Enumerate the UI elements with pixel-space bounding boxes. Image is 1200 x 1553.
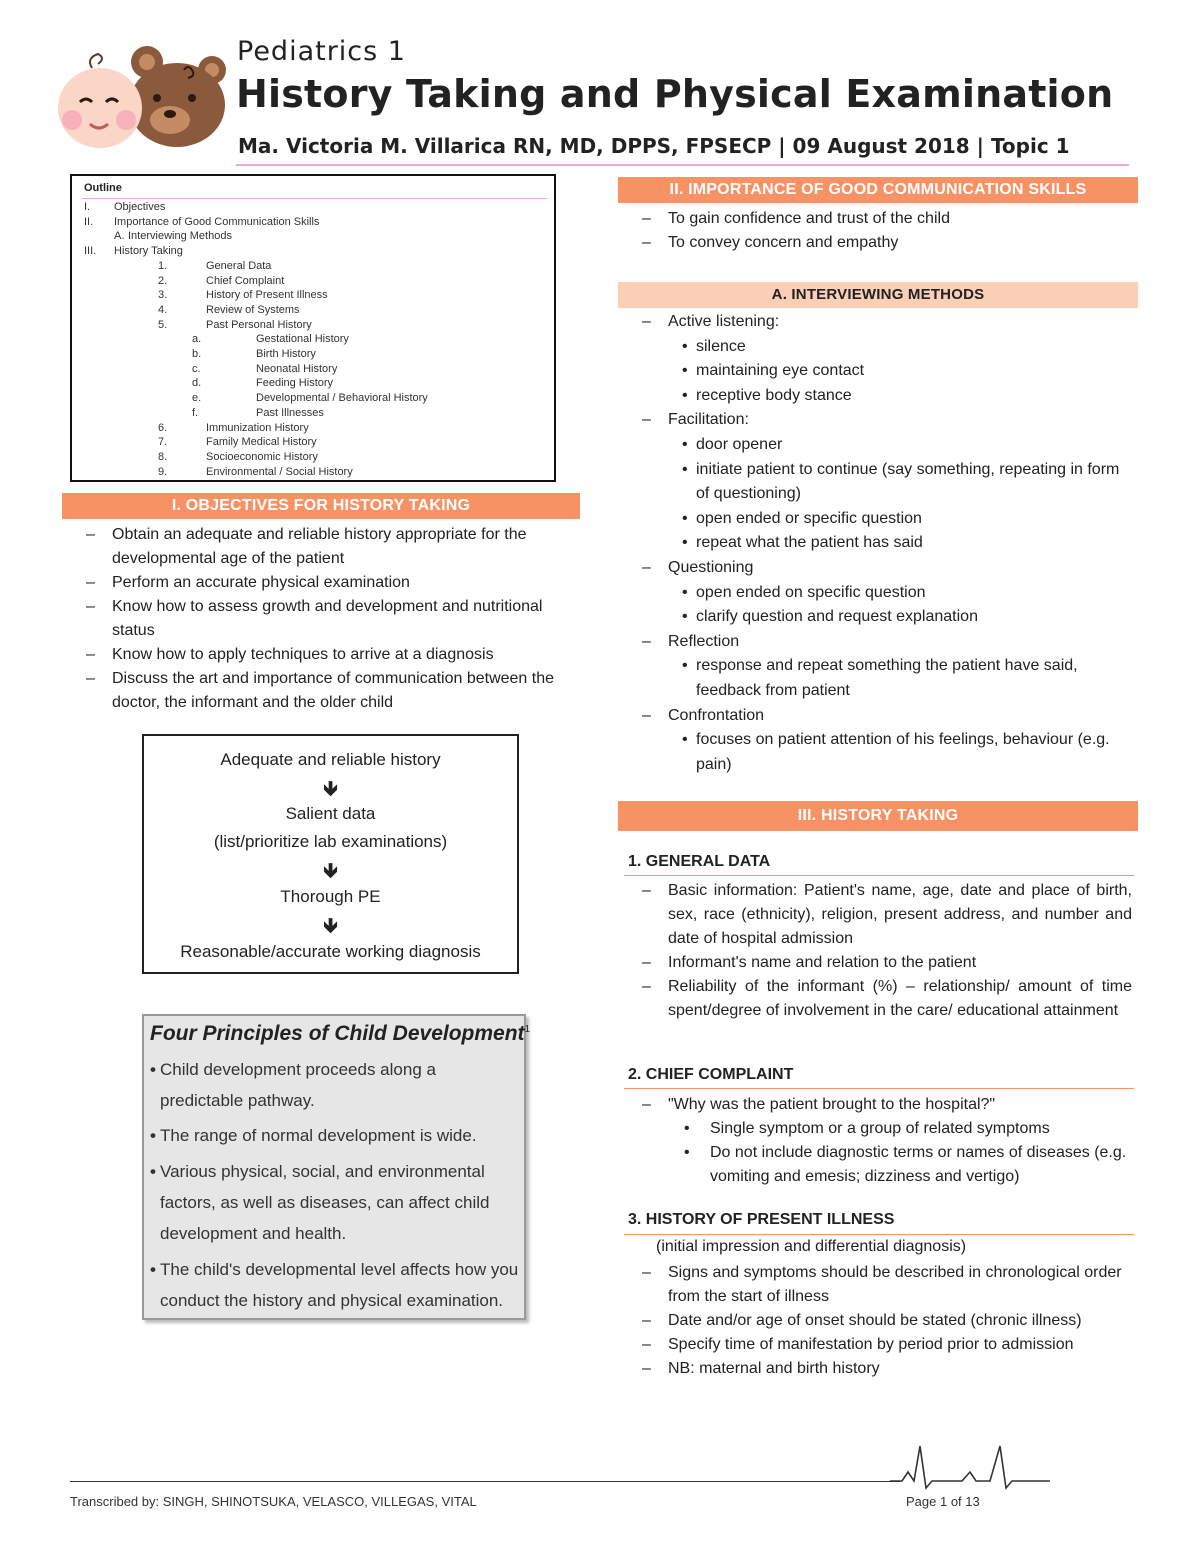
communication-list [642,207,1132,255]
list-item: – Confrontation • focuses on patient attention of his feelings, behaviour (e.g. pain) [642,704,1132,778]
outline-item-text: General Data [206,259,272,272]
outline-title: Outline [84,182,122,194]
general-data-list [642,879,1132,1023]
list-item: – Signs and symptoms should be described in chronological order from the start of illness [642,1264,1122,1305]
list-item: – "Why was the patient brought to the hospital?" • Single symptom or a group of related symptoms • Do not include diagnostic terms or names of diseases (e.g. vomiting and emesis; dizziness and vertigo) [642,1093,1132,1189]
sub-item: • clarify question and request explanation [682,608,978,626]
down-arrow-icon: 🡻 [323,778,338,800]
list-item: – To convey concern and empathy [642,234,899,251]
sub-item: • silence [682,337,746,355]
general-data-title: 1. GENERAL DATA [628,853,771,870]
list-item: – Discuss the art and importance of communication between the doctor, the informant and the older child [86,670,555,711]
sub-item: • open ended or specific question [682,509,922,527]
sub-item: • Single symptom or a group of related symptoms [684,1120,1050,1137]
down-arrow-icon: 🡻 [323,915,338,937]
interviewing-heading: A. INTERVIEWING METHODS [618,282,1138,308]
course-name: Pediatrics 1 [237,36,406,67]
outline-item-number: f. [192,406,199,419]
hpi-note: (initial impression and differential diagnosis) [656,1238,967,1255]
outline-item-number: 1. [158,259,168,272]
outline-item-text: Interviewing Methods [128,230,232,243]
outline-item-text: Family Medical History [206,436,317,449]
outline-item-number: e. [192,392,202,405]
chief-complaint-divider [624,1088,1134,1089]
principles-box [142,1014,531,1320]
hpi-divider [624,1234,1134,1235]
outline-item-number: 4. [158,303,168,316]
outline-item-number: d. [192,377,202,390]
down-arrow-icon: 🡻 [323,860,338,882]
sub-item: • Do not include diagnostic terms or names of diseases (e.g. vomiting and emesis; dizziness and vertigo) [684,1144,1127,1185]
outline-item-text: History of Present Illness [206,289,328,302]
flow-step-history: Adequate and reliable history [220,750,441,769]
communication-heading: II. IMPORTANCE OF GOOD COMMUNICATION SKILLS [618,177,1138,203]
outline-item-number: 6. [158,421,168,434]
document-title: History Taking and Physical Examination [236,72,1114,116]
outline-item-text: Chief Complaint [206,274,285,287]
list-item: – To gain confidence and trust of the child [642,210,950,227]
sub-item: • maintaining eye contact [682,362,865,380]
list-item: – Facilitation: • door opener • initiate patient to continue (say something, repeating in form of questioning) • open ended or specific question • repeat what the patient has said [642,408,1132,556]
outline-item-text: History Taking [114,245,183,258]
outline-divider [82,198,547,199]
list-item: – Specify time of manifestation by period prior to admission [642,1336,1074,1353]
objectives-heading: I. OBJECTIVES FOR HISTORY TAKING [62,493,580,519]
interviewing-list [642,310,1132,777]
outline-item-number: b. [192,348,202,360]
outline-item-number: 8. [158,450,168,463]
list-item: – Reliability of the informant (%) – relationship/ amount of time spent/degree of involvement in the care/ educational attainment [642,978,1132,1019]
list-item: – Questioning • open ended on specific question • clarify question and request explanation [642,556,1132,630]
outline-item-text: Immunization History [206,421,309,434]
list-item: • The child's developmental level affects how you conduct the history and physical examination. [150,1260,519,1310]
outline-item-number: 5. [158,318,168,331]
list-item: – Active listening: • silence • maintaining eye contact • receptive body stance [642,310,1132,408]
outline-item-number: a. [192,333,202,346]
sub-item: • repeat what the patient has said [682,534,923,552]
chief-complaint-list [642,1093,1132,1189]
hpi-list [642,1261,1132,1381]
sub-item: • open ended on specific question [682,583,926,601]
header-divider [236,164,1129,166]
outline-item-number: II. [84,215,94,228]
outline-item-text: Past Personal History [206,318,312,331]
author-byline: Ma. Victoria M. Villarica RN, MD, DPPS, FPSECP | 09 August 2018 | Topic 1 [238,134,1070,158]
list-item: – Perform an accurate physical examination [86,574,410,591]
outline-box [70,174,556,482]
outline-item-text: Birth History [256,348,316,360]
outline-item-number: 7. [158,436,168,449]
list-item: – Informant's name and relation to the patient [642,954,977,971]
outline-item-text: Neonatal History [256,362,338,375]
list-item: • Various physical, social, and environmental factors, as well as diseases, can affect child development and health. [150,1162,490,1243]
flow-step-salient-note: (list/prioritize lab examinations) [213,832,448,851]
list-item: • Child development proceeds along a predictable pathway. [150,1060,436,1110]
footer-divider [70,1481,900,1482]
ecg-line-icon [890,1442,1050,1492]
sub-item: • response and repeat something the patient have said, feedback from patient [682,657,1078,699]
sub-item: • door opener [682,435,783,453]
flow-step-pe: Thorough PE [280,887,381,906]
chief-complaint-title: 2. CHIEF COMPLAINT [628,1066,794,1083]
outline-item-text: Importance of Good Communication Skills [114,215,320,228]
outline-item-text: Review of Systems [206,303,300,316]
list-item: – Reflection • response and repeat something the patient have said, feedback from patient [642,630,1132,704]
list-item: – Date and/or age of onset should be stated (chronic illness) [642,1312,1082,1329]
list-item: – Know how to assess growth and development and nutritional status [86,598,543,639]
flow-step-salient: Salient data [285,804,376,823]
outline-item-number: 2. [158,274,168,287]
list-item: – NB: maternal and birth history [642,1360,880,1377]
hpi-title: 3. HISTORY OF PRESENT ILLNESS [628,1211,895,1228]
outline-item-number: 3. [158,289,168,302]
sub-item: • receptive body stance [682,386,852,404]
outline-item-text: Environmental / Social History [206,465,353,478]
objectives-list [86,523,576,715]
outline-item-text: Gestational History [256,333,349,346]
flow-step-diagnosis: Reasonable/accurate working diagnosis [180,942,481,961]
outline-item-number: 9. [158,465,168,478]
outline-item-text: Feeding History [256,377,334,390]
history-flow-diagram [142,734,519,974]
page-number: Page 1 of 13 [906,1494,980,1509]
list-item: • The range of normal development is wide. [150,1126,477,1145]
outline-item-number: I. [84,201,91,213]
sub-item: • initiate patient to continue (say something, repeating in form of questioning) [682,460,1120,503]
sub-item: • focuses on patient attention of his feelings, behaviour (e.g. pain) [682,731,1110,773]
history-heading: III. HISTORY TAKING [618,801,1138,831]
outline-item-number: c. [192,362,201,375]
list-item: – Basic information: Patient's name, age, date and place of birth, sex, race (ethnicity), religion, present address, and number and date of hospital admission [642,882,1132,947]
outline-item-text: Past Illnesses [256,406,324,419]
principles-title: Four Principles of Child Development$^1$ [150,1022,531,1045]
outline-item-text: Objectives [114,201,166,213]
outline-item-number: III. [84,245,97,258]
transcribers: Transcribed by: SINGH, SHINOTSUKA, VELASCO, VILLEGAS, VITAL [70,1494,477,1509]
list-item: – Know how to apply techniques to arrive at a diagnosis [86,646,494,663]
outline-item-number: A. [114,230,125,243]
outline-item-text: Socioeconomic History [206,450,318,463]
list-item: – Obtain an adequate and reliable history appropriate for the developmental age of the patient [86,526,527,567]
baby-bear-logo [52,40,227,150]
general-data-divider [624,875,1134,876]
outline-item-text: Developmental / Behavioral History [256,392,428,405]
